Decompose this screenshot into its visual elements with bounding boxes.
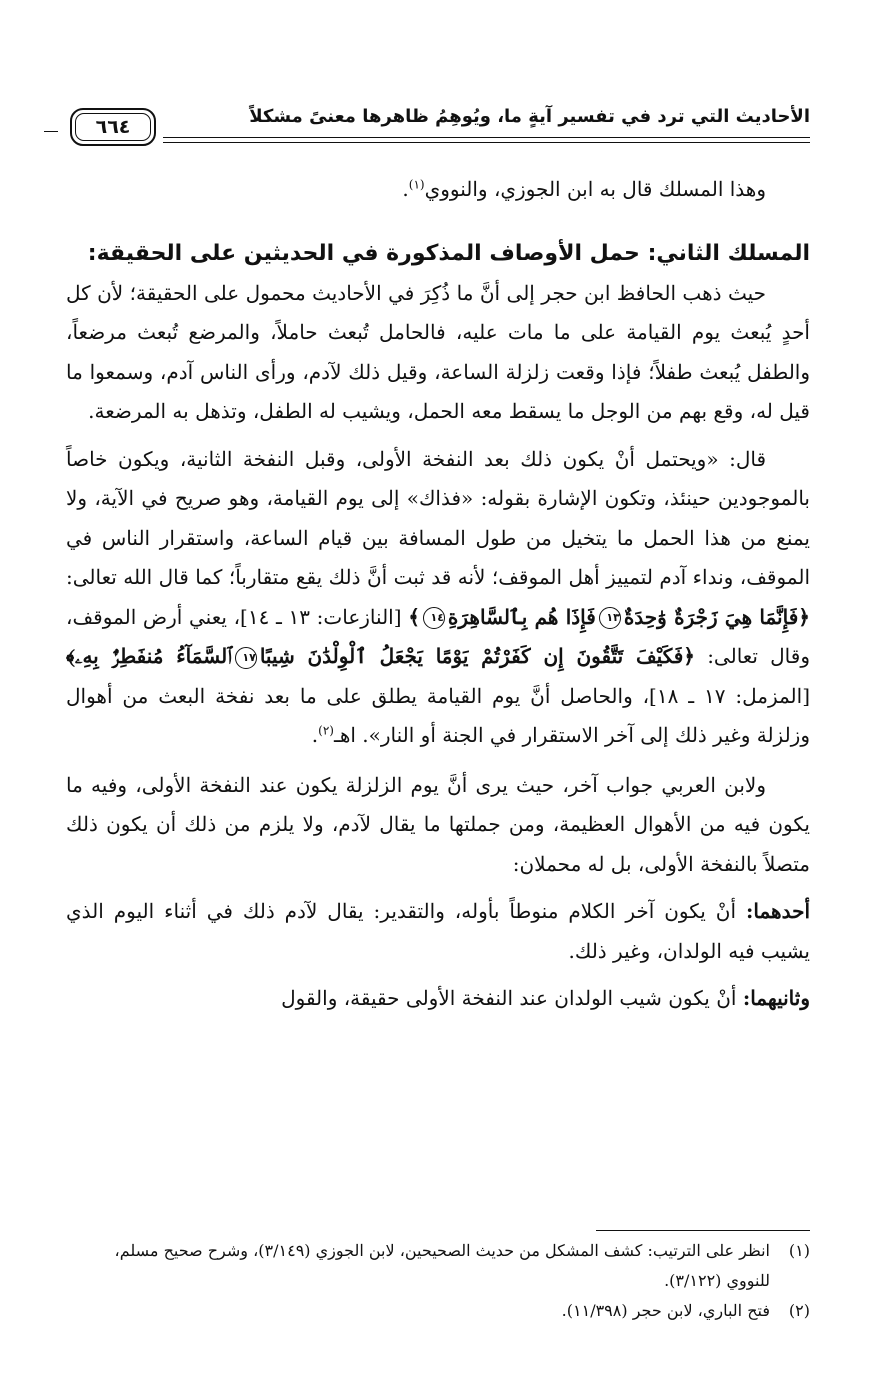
verse-text: فَإِذَا هُم بِٱلسَّاهِرَةِ xyxy=(447,604,596,629)
paragraph-text: وهذا المسلك قال به ابن الجوزي، والنووي xyxy=(424,177,766,201)
paragraph: حيث ذهب الحافظ ابن حجر إلى أنَّ ما ذُكِرَ في الأحاديث محمول على الحقيقة؛ لأن كل أحدٍ يُبعث يوم القيامة على ما مات عليه، فالحامل تُبعث حاملاً، والمرضع تُبعث مرضعاً، والطفل يُبعث طفلاً؛ فإذا وقعت زلزلة الساعة، وقيل ذلك لآدم، ورأى الناس آدم، وسمعوا ما قيل له، وقع بهم من الوجل ما يسقط معه الحمل، ويشيب له الطفل، وتذهل به المرضعة. xyxy=(66,280,810,423)
quran-verse xyxy=(66,644,695,668)
paragraph-text: قال: «ويحتمل أنْ يكون ذلك بعد النفخة الأولى، وقبل النفخة الثانية، ويكون خاصاً بالموجودين حينئذ، وتكون الإشارة بقوله: «فذاك» إلى يوم القيامة، وهو صريح في الآية، ولا يمنع من هذا الحمل ما يتخيل من طول المسافة بين قيام الساعة، واستقرار الناس في الموقف، ونداء آدم لتمييز أهل الموقف؛ لأنه قد ثبت أنَّ ذلك يقع متقارباً؛ كما قال الله تعالى: xyxy=(66,446,810,589)
footnote-number: (١) xyxy=(788,1241,810,1260)
paragraph xyxy=(66,440,810,756)
footnote-separator xyxy=(596,1230,810,1231)
page-number-frame xyxy=(70,108,156,146)
paragraph-label: وثانيهما: xyxy=(742,986,810,1010)
paragraph: ولابن العربي جواب آخر، حيث يرى أنَّ يوم الزلزلة يكون عند النفخة الأولى، وفيه ما يكون فيه من الأهوال العظيمة، ومن جملتها ما يقال لآدم، ولا يلزم من ذلك أن يكون ذلك متصلاً بالنفخة الأولى، بل له محملان: xyxy=(66,772,810,876)
paragraph-end: . xyxy=(311,723,319,747)
verse-text: ٱلسَّمَآءُ مُنفَطِرٌۢ بِهِۦ﴾ xyxy=(66,644,232,668)
footnote-text: فتح الباري، لابن حجر (١١/٣٩٨). xyxy=(561,1301,770,1320)
header-rule-thin xyxy=(163,142,810,143)
footnote-number: (٢) xyxy=(788,1301,810,1320)
paragraph-text: أنْ يكون شيب الولدان عند النفخة الأولى حقيقة، والقول xyxy=(281,986,737,1010)
footnotes xyxy=(66,1236,810,1326)
paragraph-text: [النازعات: ١٣ ـ ١٤]، يعني أرض الموقف، وقال تعالى: xyxy=(66,604,810,668)
ayah-number: ١٣ xyxy=(599,607,621,629)
paragraph-text: أنْ يكون آخر الكلام منوطاً بأوله، والتقدير: يقال لآدم ذلك في أثناء اليوم الذي يشيب فيه الولدان، وغير ذلك. xyxy=(66,899,810,963)
footnote xyxy=(66,1296,810,1326)
footnote-ref: (١) xyxy=(408,177,425,192)
verse-text: ﴿فَإِنَّمَا هِيَ زَجْرَةٌ وَٰحِدَةٌ xyxy=(623,604,810,629)
page-number: ٦٦٤ xyxy=(75,113,151,141)
paragraph-text: [المزمل: ١٧ ـ ١٨]، والحاصل أنَّ يوم القيامة يطلق على ما بعد نفخة البعث من أهوال وزلزلة وغير ذلك إلى آخر الاستقرار في الجنة أو النار». اهـ xyxy=(66,683,810,747)
main-text xyxy=(66,170,810,1019)
footnote-text: انظر على الترتيب: كشف المشكل من حديث الصحيحين، لابن الجوزي (٣/١٤٩)، وشرح صحيح مسلم، للنووي (٣/١٢٢). xyxy=(114,1241,770,1290)
paragraph xyxy=(66,170,810,210)
quran-verse xyxy=(408,605,810,629)
footnote xyxy=(66,1236,810,1296)
verse-text: ﴿فَكَيْفَ تَتَّقُونَ إِن كَفَرْتُمْ يَوْمًا يَجْعَلُ ٱلْوِلْدَٰنَ شِيبًا xyxy=(259,644,696,668)
verse-bracket: ﴾ xyxy=(408,604,420,629)
ayah-number: ١٧ xyxy=(235,647,257,669)
paragraph xyxy=(66,979,810,1019)
header-rule xyxy=(163,137,810,138)
ayah-number: ١٤ xyxy=(423,607,445,629)
section-heading: المسلك الثاني: حمل الأوصاف المذكورة في الحديثين على الحقيقة: xyxy=(87,240,810,266)
paragraph-label: أحدهما: xyxy=(746,899,811,923)
footnote-ref: (٢) xyxy=(318,723,334,738)
header-rule-left xyxy=(44,131,58,132)
paragraph xyxy=(66,892,810,971)
paragraph-end: . xyxy=(402,177,409,201)
header-title: الأحاديث التي ترد في تفسير آيةٍ ما، ويُوهِمُ ظاهرها معنىً مشكلاً xyxy=(249,106,810,127)
running-header xyxy=(58,100,810,160)
